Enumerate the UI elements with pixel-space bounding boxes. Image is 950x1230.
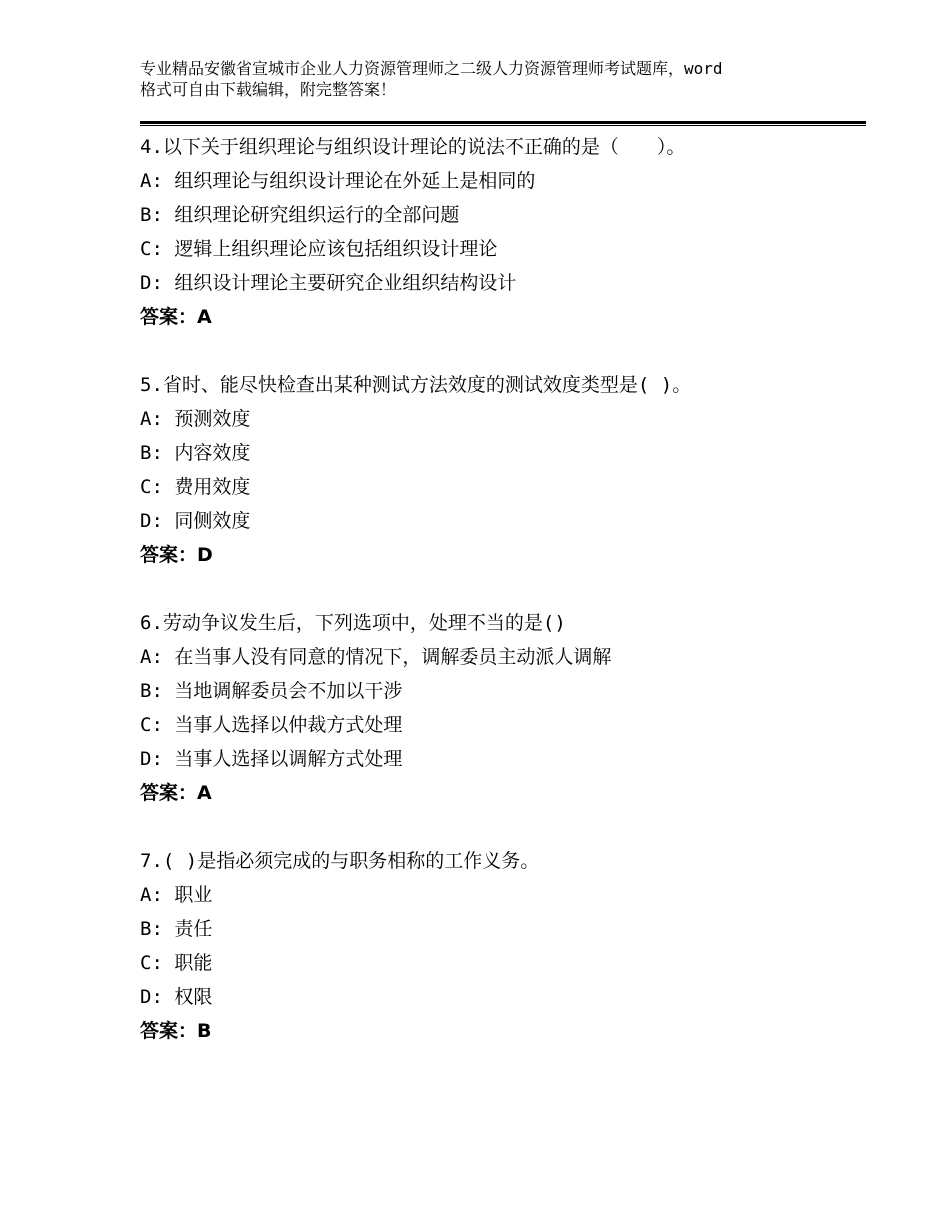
option-b: B: 内容效度 xyxy=(140,442,251,464)
option-a: A: 职业 xyxy=(140,884,213,906)
question-4 xyxy=(140,130,866,334)
option-d: D: 同侧效度 xyxy=(140,510,251,532)
option-c: C: 费用效度 xyxy=(140,476,251,498)
answer: 答案：B xyxy=(140,1020,212,1042)
option-d: D: 当事人选择以调解方式处理 xyxy=(140,748,403,770)
question-stem: 5.省时、能尽快检查出某种测试方法效度的测试效度类型是( )。 xyxy=(140,374,692,396)
header-line-2: 格式可自由下载编辑，附完整答案！ xyxy=(140,80,397,99)
option-a: A: 在当事人没有同意的情况下，调解委员主动派人调解 xyxy=(140,646,612,668)
header-line-1: 专业精品安徽省宣城市企业人力资源管理师之二级人力资源管理师考试题库，word xyxy=(140,59,723,78)
option-b: B: 当地调解委员会不加以干涉 xyxy=(140,680,403,702)
option-d: D: 组织设计理论主要研究企业组织结构设计 xyxy=(140,272,517,294)
option-d: D: 权限 xyxy=(140,986,213,1008)
question-stem: 4.以下关于组织理论与组织设计理论的说法不正确的是（ ）。 xyxy=(140,136,686,158)
option-b: B: 责任 xyxy=(140,918,213,940)
question-7 xyxy=(140,844,866,1048)
question-list xyxy=(140,130,866,1082)
option-c: C: 逻辑上组织理论应该包括组织设计理论 xyxy=(140,238,498,260)
option-a: A: 预测效度 xyxy=(140,408,251,430)
question-5 xyxy=(140,368,866,572)
answer: 答案：A xyxy=(140,306,212,328)
option-c: C: 当事人选择以仲裁方式处理 xyxy=(140,714,403,736)
answer: 答案：D xyxy=(140,544,213,566)
question-stem: 7.( )是指必须完成的与职务相称的工作义务。 xyxy=(140,850,540,872)
option-a: A: 组织理论与组织设计理论在外延上是相同的 xyxy=(140,170,536,192)
option-b: B: 组织理论研究组织运行的全部问题 xyxy=(140,204,460,226)
document-header xyxy=(140,58,840,100)
answer: 答案：A xyxy=(140,782,212,804)
question-6 xyxy=(140,606,866,810)
header-divider xyxy=(140,121,866,126)
option-c: C: 职能 xyxy=(140,952,213,974)
question-stem: 6.劳动争议发生后，下列选项中，处理不当的是() xyxy=(140,612,566,634)
